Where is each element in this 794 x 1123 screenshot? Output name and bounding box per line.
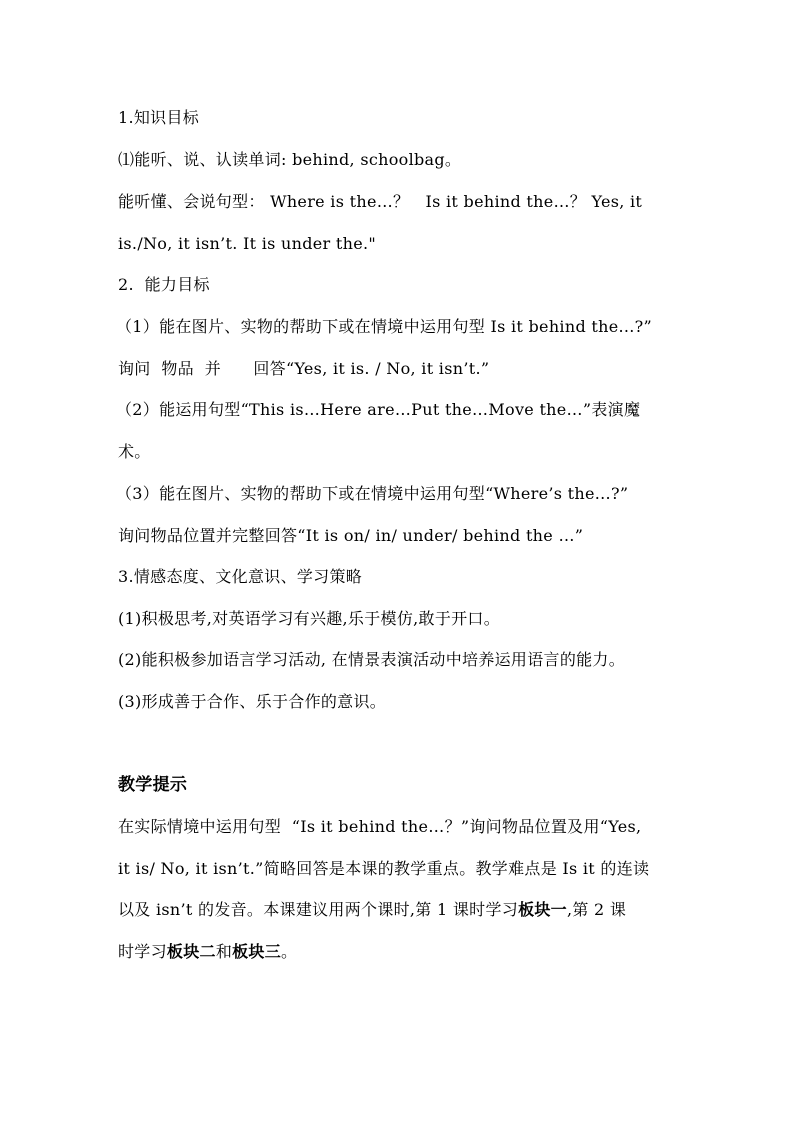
tips-line4-and: 和: [215, 942, 233, 961]
section1-item2-line1: 能听懂、会说句型： Where is the…？ Is it behind the…？ Yes, it: [118, 192, 643, 211]
tips-line2: it is/ No, it isn’t.”简略回答是本课的教学重点。教学难点是 Is it 的连读: [118, 859, 650, 878]
section1-title: 1.知识目标: [118, 108, 200, 127]
tips-title: 教学提示: [118, 775, 188, 795]
section1-item2-line2: is./No, it isn’t. It is under the.": [118, 234, 377, 253]
section3-item2: (2)能积极参加语言学习活动, 在情景表演活动中培养运用语言的能力。: [118, 650, 626, 669]
section3-title: 3.情感态度、文化意识、学习策略: [118, 567, 363, 586]
section2-item3-line1: （3）能在图片、实物的帮助下或在情境中运用句型“Where’s the...?”: [116, 484, 629, 503]
section2-item2-line2: 术。: [118, 442, 151, 461]
tips-line4-text: 时学习: [118, 942, 167, 961]
section2-item3-line2: 询问物品位置并完整回答“It is on/ in/ under/ behind the …”: [118, 526, 584, 545]
section2-item2-line1: （2）能运用句型“This is…Here are…Put the…Move the…”表演魔: [116, 400, 641, 419]
section3-item1: (1)积极思考,对英语学习有兴趣,乐于模仿,敢于开口。: [118, 609, 501, 628]
section2-item1-line1: （1）能在图片、实物的帮助下或在情境中运用句型 Is it behind the...?”: [116, 317, 653, 336]
tips-line4-end: 。: [281, 942, 298, 961]
tips-block1-label: 板块一: [518, 900, 567, 919]
section3-item3: (3)形成善于合作、乐于合作的意识。: [118, 692, 387, 711]
tips-block2-label: 板块二: [166, 942, 216, 961]
section2-item1-line2: 询问 物品 并 回答“Yes, it is. / No, it isn’t.”: [118, 359, 490, 378]
tips-line1: 在实际情境中运用句型 “Is it behind the…？”询问物品位置及用“Yes,: [118, 817, 642, 836]
section2-title: 2. 能力目标: [118, 275, 210, 294]
tips-line3: [118, 898, 626, 922]
tips-line3-tail: ,第 2 课: [566, 900, 627, 919]
tips-line3-text: 以及 isn’t 的发音。本课建议用两个课时,第 1 课时学习: [118, 900, 519, 919]
section1-item1: ⑴能听、说、认读单词: behind, schoolbag。: [118, 150, 462, 169]
tips-line4: [118, 940, 297, 964]
tips-block3-label: 板块三: [232, 942, 282, 961]
